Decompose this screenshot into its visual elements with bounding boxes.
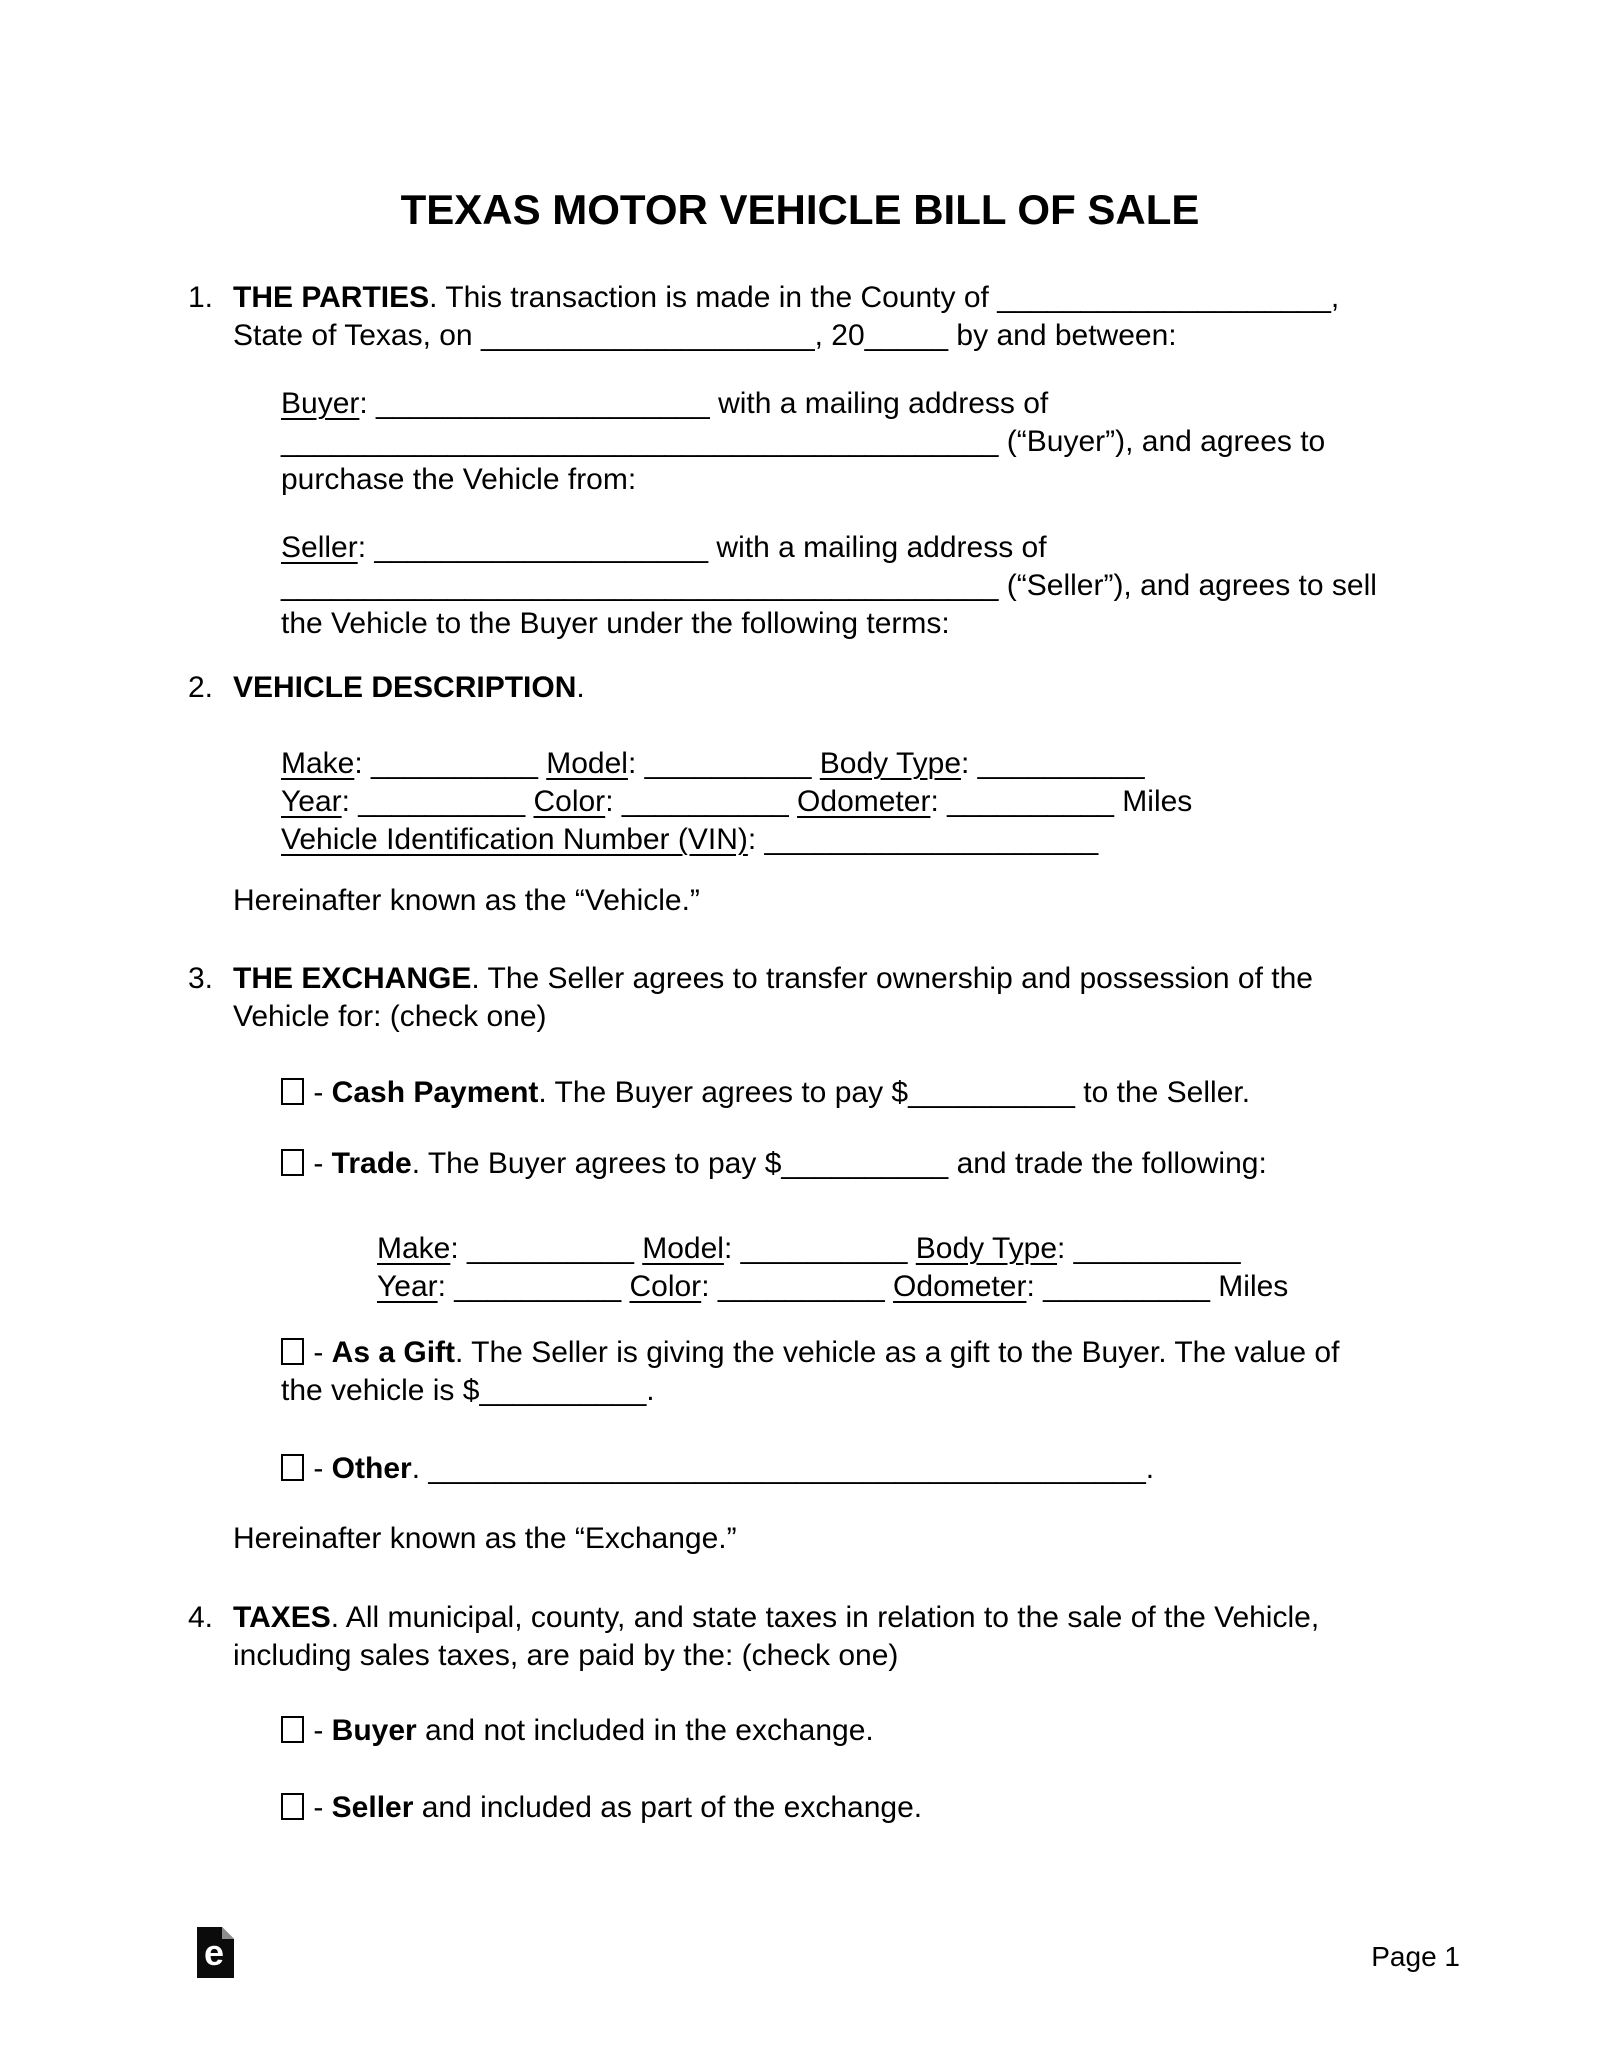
seller-line-1: [281, 529, 1480, 567]
eforms-logo-icon: [197, 1927, 234, 1978]
color-blank[interactable]: : __________: [605, 785, 798, 818]
seller-line-3: the Vehicle to the Buyer under the following terms:: [281, 607, 950, 640]
body-type-label: Body Type: [819, 747, 962, 780]
section-number: 3.: [188, 962, 214, 995]
cash-amount-blank[interactable]: . The Buyer agrees to pay $__________ to the Seller.: [538, 1076, 1251, 1109]
odometer-blank[interactable]: : __________ Miles: [930, 785, 1193, 818]
seller-name-blank[interactable]: : ____________________ with a mailing address of: [357, 531, 1047, 564]
vehicle-description-heading: VEHICLE DESCRIPTION.: [233, 671, 585, 704]
buyer-line-1: [281, 385, 1480, 423]
trade-amount-blank[interactable]: . The Buyer agrees to pay $__________ and trade the following:: [411, 1147, 1267, 1180]
trade-label: Trade: [331, 1147, 412, 1180]
trade-year-label: Year: [377, 1270, 438, 1303]
model-blank[interactable]: : __________: [627, 747, 820, 780]
section-heading: TAXES: [233, 1601, 331, 1634]
checkbox-gift[interactable]: [281, 1338, 304, 1365]
section-number: 2.: [188, 671, 214, 704]
section-taxes: [0, 1599, 1600, 1675]
trade-make-label: Make: [377, 1232, 451, 1265]
seller-label: Seller: [281, 531, 358, 564]
make-blank[interactable]: : __________: [354, 747, 547, 780]
model-label: Model: [546, 747, 628, 780]
trade-fields-row-2: [377, 1268, 1480, 1306]
buyer-address-blank[interactable]: ___________________________________________ (“Buyer”), and agrees to: [281, 425, 1326, 458]
checkbox-taxes-seller[interactable]: [281, 1793, 304, 1820]
section-number: 4.: [188, 1601, 214, 1634]
option-gift: [281, 1334, 1600, 1410]
buyer-label: Buyer: [281, 387, 360, 420]
gift-line-1: - As a Gift. The Seller is giving the vehicle as a gift to the Buyer. The value of: [281, 1334, 1480, 1372]
section-heading: THE EXCHANGE: [233, 962, 472, 995]
trade-vehicle-fields: [377, 1230, 1600, 1306]
trade-odometer-label: Odometer: [893, 1270, 1027, 1303]
section-heading: THE PARTIES: [233, 281, 430, 314]
trade-fields-row-1: [377, 1230, 1480, 1268]
parties-line-1: [233, 279, 1450, 317]
hereinafter-vehicle: Hereinafter known as the “Vehicle.”: [233, 884, 700, 917]
section-parties: [0, 279, 1600, 355]
option-other: - Other. ___________________________________________.: [281, 1450, 1600, 1488]
exchange-line-1: THE EXCHANGE. The Seller agrees to transfer ownership and possession of the: [233, 962, 1313, 995]
cash-payment-label: Cash Payment: [331, 1076, 539, 1109]
taxes-line-1: TAXES. All municipal, county, and state taxes in relation to the sale of the Vehicle,: [233, 1601, 1320, 1634]
eforms-logo: [197, 1927, 234, 1988]
body-type-blank[interactable]: : __________: [961, 747, 1145, 780]
hereinafter-exchange: Hereinafter known as the “Exchange.”: [233, 1522, 737, 1555]
buyer-paragraph: [281, 385, 1600, 499]
trade-model-blank[interactable]: : __________: [723, 1232, 916, 1265]
logo-letter: e: [204, 1932, 225, 1973]
trade-odometer-blank[interactable]: : __________ Miles: [1026, 1270, 1289, 1303]
checkbox-cash-payment[interactable]: [281, 1078, 304, 1105]
parties-line-2: State of Texas, on ____________________, 20_____ by and between:: [233, 319, 1177, 352]
option-cash-payment: - Cash Payment. The Buyer agrees to pay $__________ to the Seller.: [281, 1074, 1600, 1112]
section-exchange: [0, 960, 1600, 1036]
option-taxes-buyer: - Buyer and not included in the exchange.: [281, 1712, 1600, 1750]
seller-paragraph: [281, 529, 1600, 643]
section-vehicle-description: [0, 669, 1600, 707]
year-label: Year: [281, 785, 342, 818]
taxes-line-2: including sales taxes, are paid by the: (check one): [233, 1639, 899, 1672]
trade-color-blank[interactable]: : __________: [701, 1270, 894, 1303]
color-label: Color: [533, 785, 606, 818]
buyer-line-3: purchase the Vehicle from:: [281, 463, 637, 496]
checkbox-other[interactable]: [281, 1454, 304, 1481]
exchange-line-2: Vehicle for: (check one): [233, 1000, 547, 1033]
odometer-label: Odometer: [797, 785, 931, 818]
checkbox-trade[interactable]: [281, 1149, 304, 1176]
taxes-buyer-label: Buyer: [331, 1714, 417, 1747]
buyer-name-blank[interactable]: : ____________________ with a mailing address of: [359, 387, 1049, 420]
year-blank[interactable]: : __________: [341, 785, 534, 818]
trade-body-type-label: Body Type: [915, 1232, 1058, 1265]
taxes-seller-label: Seller: [331, 1791, 414, 1824]
checkbox-taxes-buyer[interactable]: [281, 1716, 304, 1743]
seller-address-blank[interactable]: ___________________________________________ (“Seller”), and agrees to sell: [281, 569, 1377, 602]
gift-value-blank[interactable]: the vehicle is $__________.: [281, 1374, 655, 1407]
page-number: Page 1: [1371, 1941, 1460, 1972]
vehicle-fields-row-2: [281, 783, 1480, 821]
trade-color-label: Color: [629, 1270, 702, 1303]
option-trade: - Trade. The Buyer agrees to pay $__________ and trade the following:: [281, 1145, 1600, 1183]
make-label: Make: [281, 747, 355, 780]
section-number: 1.: [188, 281, 214, 314]
vin-label: Vehicle Identification Number (VIN): [281, 823, 748, 856]
trade-model-label: Model: [642, 1232, 724, 1265]
other-label: Other: [331, 1452, 412, 1485]
trade-make-blank[interactable]: : __________: [450, 1232, 643, 1265]
vin-row: [281, 821, 1480, 859]
vehicle-fields-row-1: [281, 745, 1480, 783]
trade-year-blank[interactable]: : __________: [437, 1270, 630, 1303]
vehicle-fields: [281, 745, 1600, 859]
gift-label: As a Gift: [331, 1336, 456, 1369]
page-title: TEXAS MOTOR VEHICLE BILL OF SALE: [400, 186, 1200, 233]
option-taxes-seller: - Seller and included as part of the exchange.: [281, 1789, 1600, 1827]
parties-text: . This transaction is made in the County of ____________________,: [429, 281, 1340, 314]
other-blank[interactable]: . ___________________________________________.: [411, 1452, 1155, 1485]
trade-body-type-blank[interactable]: : __________: [1057, 1232, 1241, 1265]
vin-blank[interactable]: : ____________________: [747, 823, 1099, 856]
section-heading: VEHICLE DESCRIPTION: [233, 671, 577, 704]
